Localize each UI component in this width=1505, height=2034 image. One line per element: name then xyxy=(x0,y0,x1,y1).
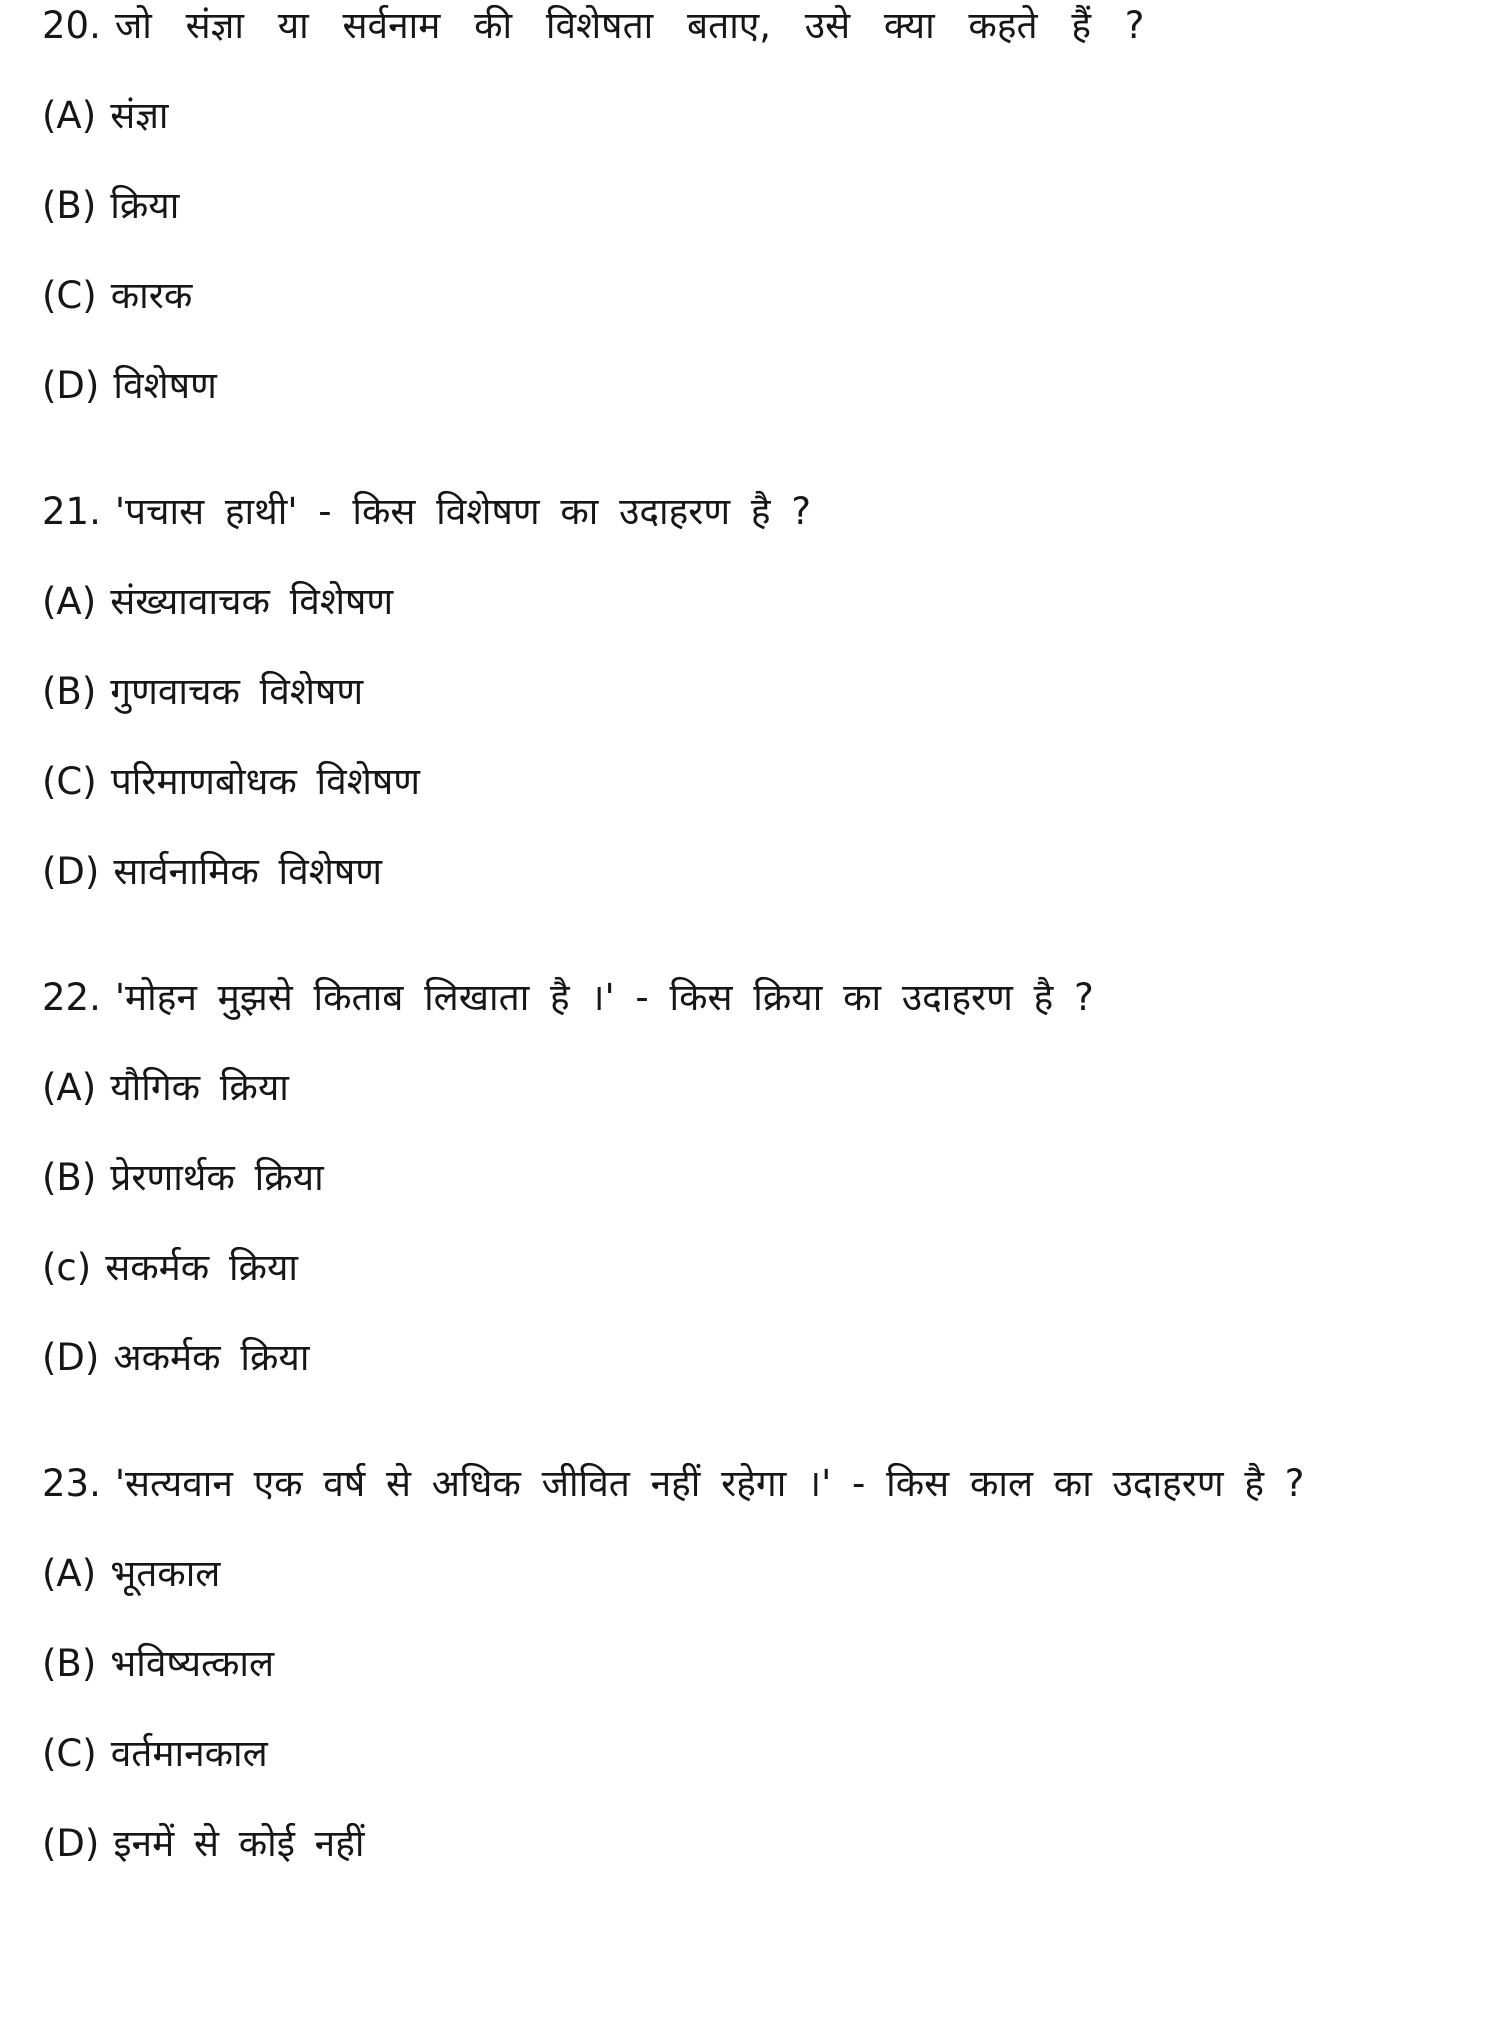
question-line xyxy=(42,974,1467,1022)
option-text: सकर्मक क्रिया xyxy=(105,1246,298,1289)
option-label: (C) xyxy=(42,760,97,803)
option-20-c xyxy=(42,272,1467,320)
question-number: 20. xyxy=(42,4,101,47)
question-line xyxy=(42,2,1467,50)
option-label: (B) xyxy=(42,670,97,713)
question-text: 'सत्यवान एक वर्ष से अधिक जीवित नहीं रहेगा ।' - किस काल का उदाहरण है ? xyxy=(114,1462,1305,1505)
option-21-b xyxy=(42,668,1467,716)
question-line xyxy=(42,1460,1467,1508)
option-21-c xyxy=(42,758,1467,806)
option-text: भविष्यत्काल xyxy=(110,1642,275,1685)
option-label: (A) xyxy=(42,1066,97,1109)
option-21-a xyxy=(42,578,1467,626)
option-label: (D) xyxy=(42,850,100,893)
option-text: संज्ञा xyxy=(110,94,169,137)
question-number: 21. xyxy=(42,490,101,533)
option-label: (A) xyxy=(42,94,97,137)
question-23 xyxy=(42,1460,1467,1868)
question-22 xyxy=(42,974,1467,1382)
option-label: (B) xyxy=(42,1156,97,1199)
option-text: सार्वनामिक विशेषण xyxy=(113,850,382,893)
option-text: परिमाणबोधक विशेषण xyxy=(110,760,421,803)
option-text: प्रेरणार्थक क्रिया xyxy=(110,1156,324,1199)
question-text: 'पचास हाथी' - किस विशेषण का उदाहरण है ? xyxy=(114,490,811,533)
option-text: क्रिया xyxy=(110,184,180,227)
option-22-c xyxy=(42,1244,1467,1292)
option-text: कारक xyxy=(110,274,193,317)
option-text: भूतकाल xyxy=(110,1552,221,1595)
option-text: वर्तमानकाल xyxy=(110,1732,268,1775)
option-23-c xyxy=(42,1730,1467,1778)
question-20 xyxy=(42,2,1467,410)
question-line xyxy=(42,488,1467,536)
option-label: (D) xyxy=(42,1336,100,1379)
question-text: 'मोहन मुझसे किताब लिखाता है ।' - किस क्रिया का उदाहरण है ? xyxy=(114,976,1094,1019)
option-text: विशेषण xyxy=(113,364,217,407)
option-text: अकर्मक क्रिया xyxy=(113,1336,310,1379)
option-label: (A) xyxy=(42,580,97,623)
option-22-a xyxy=(42,1064,1467,1112)
option-22-d xyxy=(42,1334,1467,1382)
option-text: यौगिक क्रिया xyxy=(110,1066,289,1109)
option-label: (B) xyxy=(42,1642,97,1685)
option-label: (C) xyxy=(42,274,97,317)
option-label: (c) xyxy=(42,1246,92,1289)
option-text: गुणवाचक विशेषण xyxy=(110,670,364,713)
option-20-b xyxy=(42,182,1467,230)
question-text: जो संज्ञा या सर्वनाम की विशेषता बताए, उसे क्या कहते हैं ? xyxy=(114,4,1145,47)
option-22-b xyxy=(42,1154,1467,1202)
option-label: (B) xyxy=(42,184,97,227)
question-21 xyxy=(42,488,1467,896)
question-number: 23. xyxy=(42,1462,101,1505)
option-23-a xyxy=(42,1550,1467,1598)
option-label: (D) xyxy=(42,1822,100,1865)
option-20-d xyxy=(42,362,1467,410)
option-23-d xyxy=(42,1820,1467,1868)
option-label: (C) xyxy=(42,1732,97,1775)
option-text: संख्यावाचक विशेषण xyxy=(110,580,394,623)
option-23-b xyxy=(42,1640,1467,1688)
option-21-d xyxy=(42,848,1467,896)
option-label: (A) xyxy=(42,1552,97,1595)
question-number: 22. xyxy=(42,976,101,1019)
option-text: इनमें से कोई नहीं xyxy=(113,1822,365,1865)
option-label: (D) xyxy=(42,364,100,407)
option-20-a xyxy=(42,92,1467,140)
